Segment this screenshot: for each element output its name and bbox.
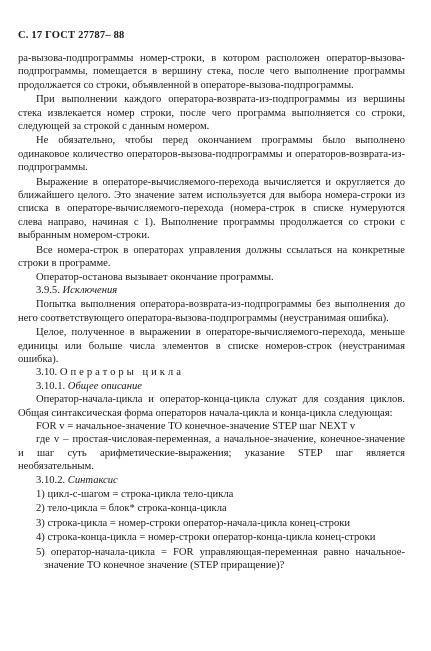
- section-heading-3-10-2: [18, 474, 405, 487]
- paragraph: Все номера-строк в операторах управления должны ссылаться на конкретные строки в программе.: [18, 244, 405, 270]
- paragraph: Оператор-останова вызывает окончание программы.: [36, 271, 274, 283]
- syntax-rule: 3) строка-цикла = номер-строки оператор-начала-цикла конец-строки: [36, 517, 351, 529]
- paragraph: Не обязательно, чтобы перед окончанием программы было выполнено одинаковое количество операторов-вызова-подпрограммы и операторов-возврата-из-подпрограммы.: [18, 135, 405, 174]
- section-title: Общее описание: [67, 380, 142, 392]
- syntax-rule: 2) тело-цикла = блок* строка-конца-цикла: [36, 503, 227, 515]
- section-title: Операторы цикла: [59, 367, 184, 379]
- section-title: Исключения: [62, 284, 118, 296]
- paragraph: Попытка выполнения оператора-возврата-из-подпрограммы без выполнения до него соответствующего оператора-вызова-подпрограммы (неустранимая ошибка).: [18, 299, 405, 324]
- section-number: 3.10.: [36, 367, 58, 379]
- page-header: С. 17 ГОСТ 27787– 88: [18, 30, 125, 41]
- section-number: 3.10.1.: [36, 380, 66, 392]
- syntax-rule: 5) оператор-начала-цикла = FOR управляющая-переменная равно начальное-значение TO конечное значение (STEP приращение)?: [36, 546, 405, 572]
- paragraph: Оператор-начала-цикла и оператор-конца-цикла служат для создания циклов. Общая синтаксическая форма операторов начала-цикла и конца-цикла следующая:: [18, 394, 405, 419]
- section-number: 3.10.2.: [36, 474, 66, 486]
- section-heading-3-10-1: [18, 380, 405, 393]
- paragraph: Выражение в операторе-вычисляемого-перехода вычисляется и округляется до ближайшего целого. Это значение затем используется для выбора номера-строки из списка в операторе-вычисляемого-перехода (номера-строк в списке нумеруются слева направо, начиная с 1). Выполнение программы продолжается со строки с выбранным номером-строки.: [18, 176, 405, 242]
- syntax-rule: 1) цикл-с-шагом = строка-цикла тело-цикла: [36, 489, 234, 500]
- section-number: 3.9.5.: [36, 284, 60, 296]
- paragraph: Целое, полученное в выражении в операторе-вычисляемого-перехода, меньше единицы или больше числа элементов в списке номеров-строк (неустранимая ошибка).: [18, 327, 405, 365]
- syntax-rule: 4) строка-конца-цикла = номер-строки оператор-конца-цикла конец-строки: [36, 532, 376, 544]
- paragraph: ра-вызова-подпрограммы номер-строки, в котором расположен оператор-вызова-подпрограммы, помещается в вершину стека, после чего выполнение программы продолжается со строки, объявленной в операторе-вызова-подпрограммы.: [18, 53, 405, 91]
- paragraph: При выполнении каждого оператора-возврата-из-подпрограммы из вершины стека извлекается номер строки, после чего программа выполняется со строки, следующей за строкой с данным номером.: [18, 94, 405, 133]
- paragraph: где v – простая-числовая-переменная, а начальное-значение, конечное-значение и шаг суть арифметические-выражения; указание STEP шаг является необязательным.: [18, 434, 405, 473]
- section-heading-3-10: [18, 366, 405, 379]
- document-body: [18, 52, 405, 572]
- section-heading-3-9-5: [18, 284, 405, 297]
- syntax-form: FOR v = начальное-значение TO конечное-значение STEP шаг NEXT v: [36, 420, 356, 432]
- section-title: Синтаксис: [67, 474, 118, 486]
